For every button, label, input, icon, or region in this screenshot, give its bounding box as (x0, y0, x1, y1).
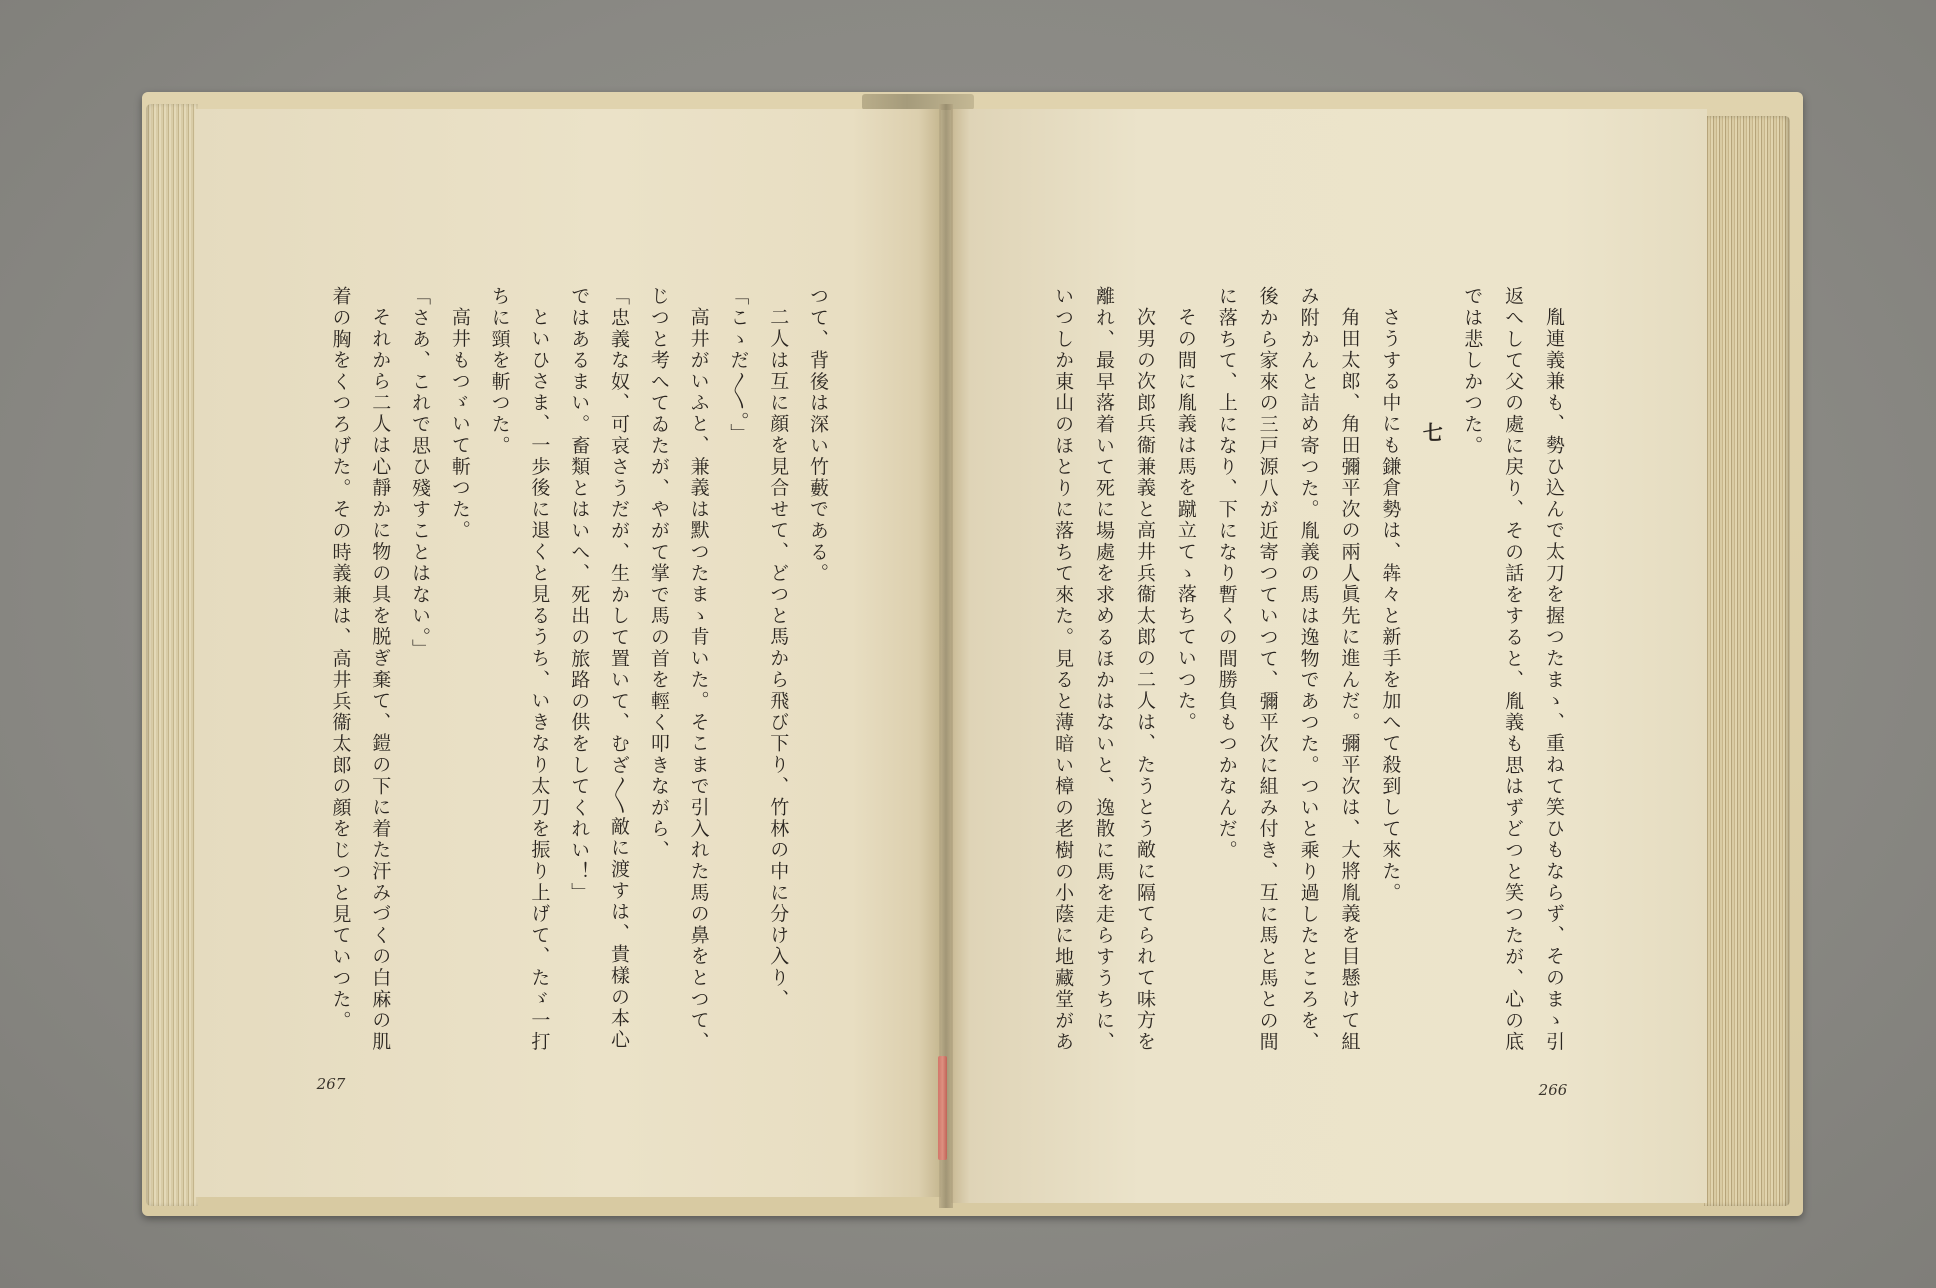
book-gutter (939, 104, 953, 1208)
book-spine-top (862, 94, 974, 110)
text-column: 「忠義な奴、可哀さうだが、生かして置いて、むざ〳〵敵に渡すは、貴樣の本心 (608, 286, 631, 1051)
text-column: といひさま、一歩後に退くと見るうち、いきなり太刀を振り上げて、たゞ一打 (528, 307, 551, 1053)
text-column: 角田太郎、角田彌平次の兩人眞先に進んだ。彌平次は、大將胤義を目懸けて組 (1338, 307, 1361, 1053)
text-column: それから二人は心靜かに物の具を脱ぎ棄て、鎧の下に着た汗みづくの白麻の肌 (369, 307, 392, 1053)
text-column: 胤連義兼も、勢ひ込んで太刀を握つたまゝ、重ねて笑ひもならず、そのまゝ引 (1543, 307, 1565, 1053)
text-column: ちに頸を斬つた。 (488, 286, 511, 457)
text-column: に落ちて、上になり、下になり暫くの間勝負もつかなんだ。 (1215, 286, 1238, 862)
text-column: じつと考へてゐたが、やがて掌で馬の首を輕く叩きながら、 (647, 286, 670, 862)
text-column: 高井もつゞいて斬つた。 (448, 307, 471, 542)
text-column: 離れ、最早落着いて死に場處を求めるほかはないと、逸散に馬を走らすうちに、 (1093, 286, 1116, 1053)
text-column: つて、背後は深い竹藪である。 (807, 286, 829, 585)
bookmark-ribbon (938, 1056, 947, 1160)
left-page (195, 109, 941, 1197)
page-number: 267 (316, 1075, 346, 1093)
text-column: 「こゝだ〳〵。」 (727, 286, 750, 445)
text-column: ではあるまい。畜類とはいへ、死出の旅路の供をしてくれい！」 (568, 286, 591, 904)
text-column: その間に胤義は馬を蹴立てゝ落ちていつた。 (1174, 307, 1197, 734)
right-page (951, 109, 1707, 1203)
section-heading: 七 (1419, 422, 1444, 445)
right-page-text (1042, 286, 1574, 1086)
text-column: いつしか東山のほとりに落ちて來た。見ると薄暗い樟の老樹の小蔭に地藏堂があ (1052, 286, 1075, 1053)
left-page-stack (146, 104, 198, 1206)
text-column: 着の胸をくつろげた。その時義兼は、高井兵衞太郎の顔をじつと見ていつた。 (329, 286, 352, 1032)
left-page-text (320, 286, 837, 1086)
text-column: 「さあ、これで思ひ殘すことはない。」 (409, 286, 432, 660)
text-column: 返へして父の處に戻り、その話をすると、胤義も思はずどつと笑つたが、心の底 (1502, 286, 1525, 1053)
right-page-stack (1704, 116, 1790, 1206)
text-column: 二人は互に顔を見合せて、どつと馬から飛び下り、竹林の中に分け入り、 (767, 307, 790, 1011)
page-number: 266 (1538, 1081, 1568, 1099)
text-column: 次男の次郎兵衞兼義と高井兵衞太郎の二人は、たうとう敵に隔てられて味方を (1133, 307, 1156, 1053)
text-column: では悲しかつた。 (1461, 286, 1484, 457)
text-column: 後から家來の三戸源八が近寄つていつて、彌平次に組み付き、互に馬と馬との間 (1256, 286, 1279, 1053)
text-column: さうする中にも鎌倉勢は、犇々と新手を加へて殺到して來た。 (1379, 307, 1402, 904)
text-column: 高井がいふと、兼義は默つたまゝ肯いた。そこまで引入れた馬の鼻をとつて、 (687, 307, 710, 1053)
text-column: み附かんと詰め寄つた。胤義の馬は逸物であつた。ついと乘り過したところを、 (1297, 286, 1320, 1053)
